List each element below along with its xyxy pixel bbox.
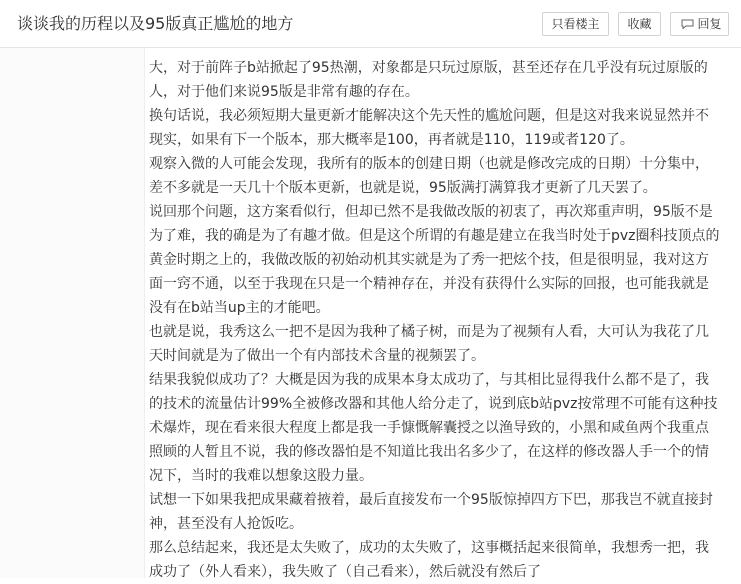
post-line: 那么总结起来，我还是太失败了，成功的太失败了，这事概括起来很简单，我想秀一把，我 xyxy=(149,540,709,556)
favorite-button[interactable]: 收藏 xyxy=(618,12,661,36)
post-line: 天时间就是为了做出一个有内部技术含量的视频罢了。 xyxy=(149,348,485,364)
post-body xyxy=(149,56,729,584)
post-line: 也就是说，我秀这么一把不是因为我种了橘子树，而是为了视频有人看，大可认为我花了几 xyxy=(149,324,709,340)
reply-button[interactable] xyxy=(670,12,729,36)
post-line: 现实，如果有下一个版本，那大概率是100，再者就是110，119或者120了。 xyxy=(149,132,634,148)
post-line: 黄金时期之上的，我做改版的初始动机其实就是为了秀一把炫个技，但是很明显，我对这方 xyxy=(149,252,709,268)
post-header xyxy=(0,0,741,48)
post-line: 照顾的人暂且不说，我的修改器怕是不知道比我出名多少了，在这样的修改器人手一个的情 xyxy=(149,444,709,460)
reply-icon xyxy=(681,19,694,29)
post-line: 结果我貌似成功了？大概是因为我的成果本身太成功了，与其相比显得我什么都不是了，我 xyxy=(149,372,709,388)
post-line: 人，对于他们来说95版是非常有趣的存在。 xyxy=(149,84,419,100)
author-sidebar xyxy=(0,48,145,578)
post-title: 谈谈我的历程以及95版真正尴尬的地方 xyxy=(17,14,294,33)
post-line: 术爆炸，现在看来很大程度上都是我一手慷慨解囊授之以渔导致的，小黑和咸鱼两个我重点 xyxy=(149,420,709,436)
post-line: 说回那个问题，这方案看似行，但却已然不是我做改版的初衷了，再次郑重声明，95版不是 xyxy=(149,204,713,220)
post-line: 观察入微的人可能会发现，我所有的版本的创建日期（也就是修改完成的日期）十分集中， xyxy=(149,156,709,172)
post-content xyxy=(149,48,729,584)
post-line: 换句话说，我必须短期大量更新才能解决这个先天性的尴尬问题，但是这对我来说显然并不 xyxy=(149,108,709,124)
post-line: 的技术的流量估计99%全被修改器和其他人给分走了，说到底b站pvz按常理不可能有这种技 xyxy=(149,396,718,412)
post-line: 为了难，我的确是为了有趣才做。但是这个所谓的有趣是建立在我当时处于pvz圈科技顶点的 xyxy=(149,228,720,244)
post-line: 大，对于前阵子b站掀起了95热潮，对象都是只玩过原版，甚至还存在几乎没有玩过原版的 xyxy=(149,60,708,76)
post-line: 神，甚至没有人抢饭吃。 xyxy=(149,516,303,532)
post-line: 差不多就是一天几十个版本更新，也就是说，95版满打满算我才更新了几天罢了。 xyxy=(149,180,657,196)
post-line: 没有在b站当up主的才能吧。 xyxy=(149,300,330,316)
post-line: 面一窍不通，以至于我现在只是一个精神存在，并没有获得什么实际的回报，也可能我就是 xyxy=(149,276,709,292)
post-line: 况下，当时的我难以想象这股力量。 xyxy=(149,468,373,484)
reply-label: 回复 xyxy=(697,17,722,31)
post-line: 试想一下如果我把成果藏着掖着，最后直接发布一个95版惊掉四方下巴，那我岂不就直接封 xyxy=(149,492,713,508)
only-op-button[interactable]: 只看楼主 xyxy=(542,12,609,36)
post-line: 成功了（外人看来），我失败了（自己看来），然后就没有然后了 xyxy=(149,564,541,580)
